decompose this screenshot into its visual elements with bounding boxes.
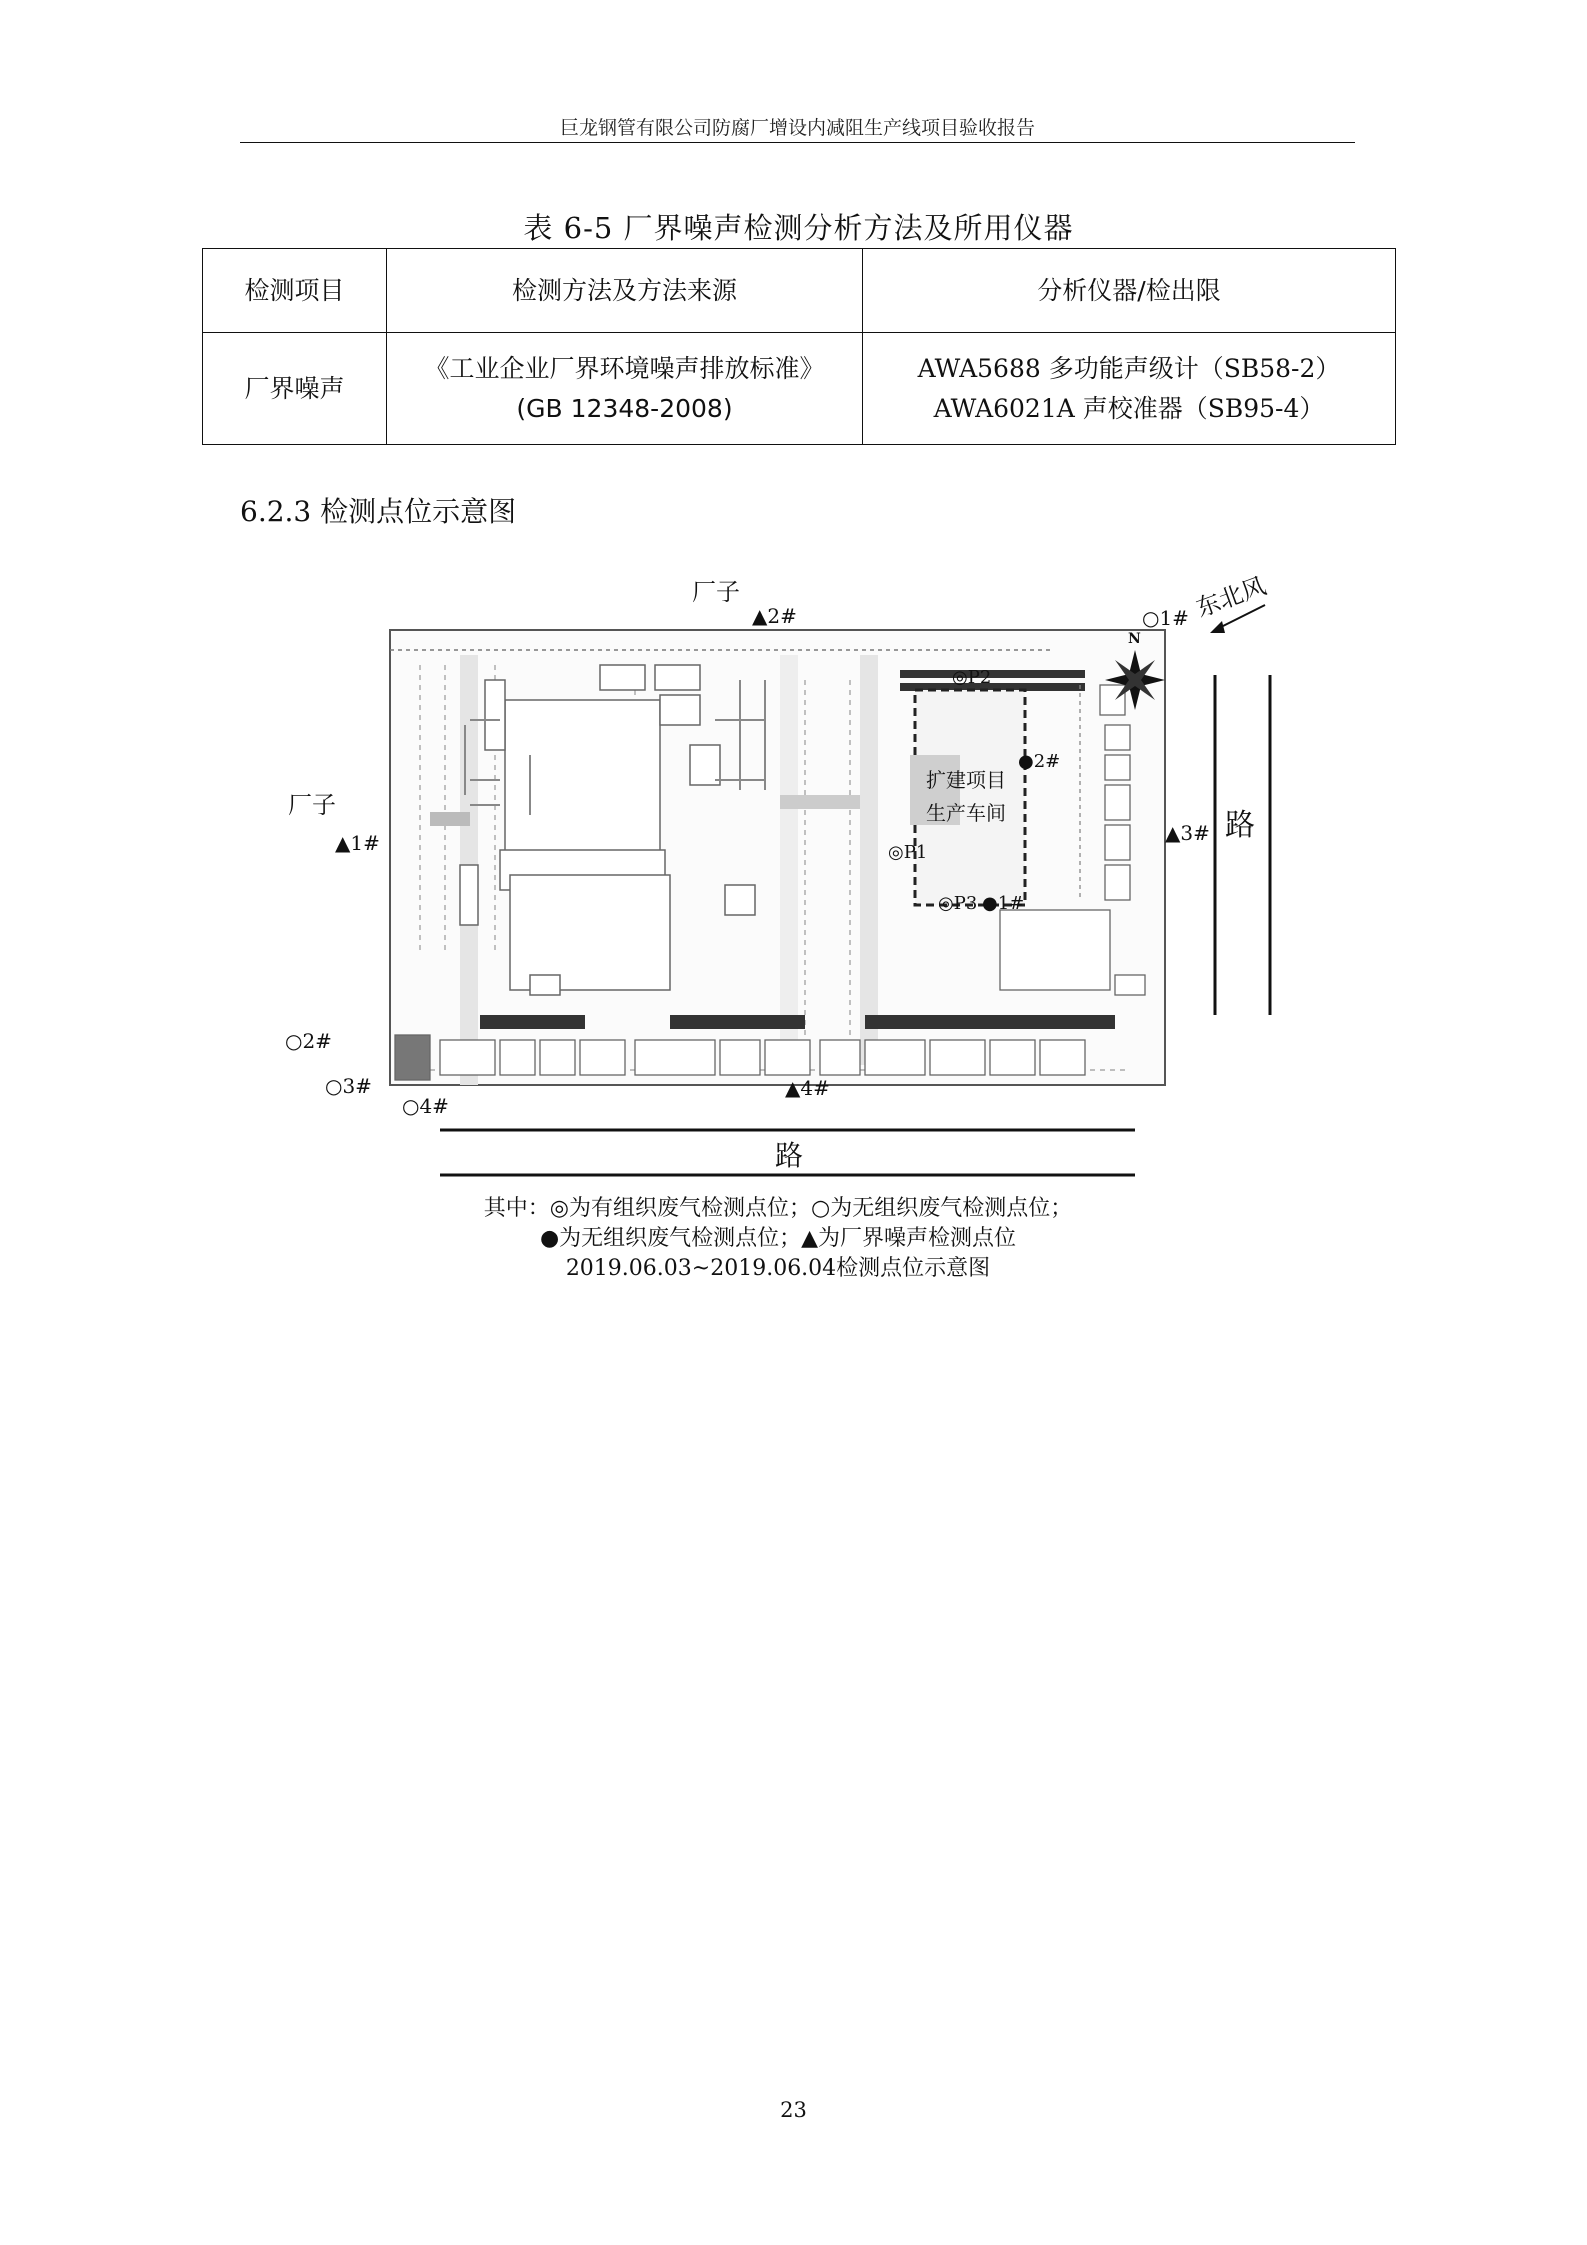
instrument-table [202, 248, 1396, 445]
table-caption: 表 6-5 厂界噪声检测分析方法及所用仪器 [523, 211, 1074, 245]
factory-top-label: 厂子 [692, 578, 740, 606]
cell-method [387, 333, 863, 445]
gate-east [780, 795, 860, 809]
north-label: N [1128, 631, 1141, 647]
stack-point-p1: ◎P1 [888, 842, 928, 863]
section-title: 6.2.3 检测点位示意图 [240, 495, 517, 528]
road-right-label: 路 [1225, 808, 1255, 843]
monitoring-point-figure [270, 555, 1320, 1295]
noise-point-4: ▲4# [785, 1076, 830, 1100]
legend-line-2: ●为无组织废气检测点位；▲为厂界噪声检测点位 [539, 1226, 1017, 1251]
report-header-title: 巨龙钢管有限公司防腐厂增设内减阻生产线项目验收报告 [559, 117, 1035, 139]
legend-line-1: 其中：◎为有组织废气检测点位；○为无组织废气检测点位； [483, 1196, 1073, 1221]
gate-west [430, 812, 470, 826]
wind-label: 东北风 [1192, 571, 1270, 623]
header-cell-item: 检测项目 [203, 249, 387, 333]
building-label-2: 生产车间 [926, 801, 1006, 825]
cell-item: 厂界噪声 [203, 333, 387, 445]
instrument-line-1: AWA5688 多功能声级计（SB58-2） [917, 353, 1341, 383]
table-row [203, 333, 1396, 445]
header-rule [240, 142, 1355, 143]
legend-line-3: 2019.06.03~2019.06.04检测点位示意图 [565, 1256, 991, 1281]
fugitive-point-1: ○1# [1142, 606, 1189, 630]
instrument-line-2: AWA6021A 声校准器（SB95-4） [933, 393, 1325, 423]
fugitive-dot-1: ●1# [982, 893, 1025, 914]
factory-left-label: 厂子 [288, 791, 336, 819]
header-cell-instrument: 分析仪器/检出限 [863, 249, 1396, 333]
method-line-2: (GB 12348-2008) [516, 393, 733, 423]
noise-point-3: ▲3# [1165, 821, 1210, 845]
method-line-1: 《工业企业厂界环境噪声排放标准》 [424, 353, 825, 383]
noise-point-1: ▲1# [335, 831, 380, 855]
cell-instrument [863, 333, 1396, 445]
building-label-1: 扩建项目 [926, 768, 1006, 792]
table-header-row [203, 249, 1396, 333]
fugitive-point-3: ○3# [325, 1074, 372, 1098]
stack-point-p2: ◎P2 [952, 667, 992, 688]
noise-point-2: ▲2# [752, 604, 797, 628]
fugitive-point-4: ○4# [402, 1094, 449, 1118]
header-cell-method: 检测方法及方法来源 [387, 249, 863, 333]
page-number: 23 [780, 2098, 807, 2122]
road-bottom-label: 路 [775, 1139, 804, 1172]
fugitive-point-2: ○2# [285, 1029, 332, 1053]
wind-arrow-head [1210, 621, 1225, 633]
road-middle-2 [780, 655, 798, 1065]
fugitive-dot-2: ●2# [1018, 751, 1061, 772]
stack-point-p3: ◎P3 [938, 893, 978, 914]
road-middle [860, 655, 878, 1065]
